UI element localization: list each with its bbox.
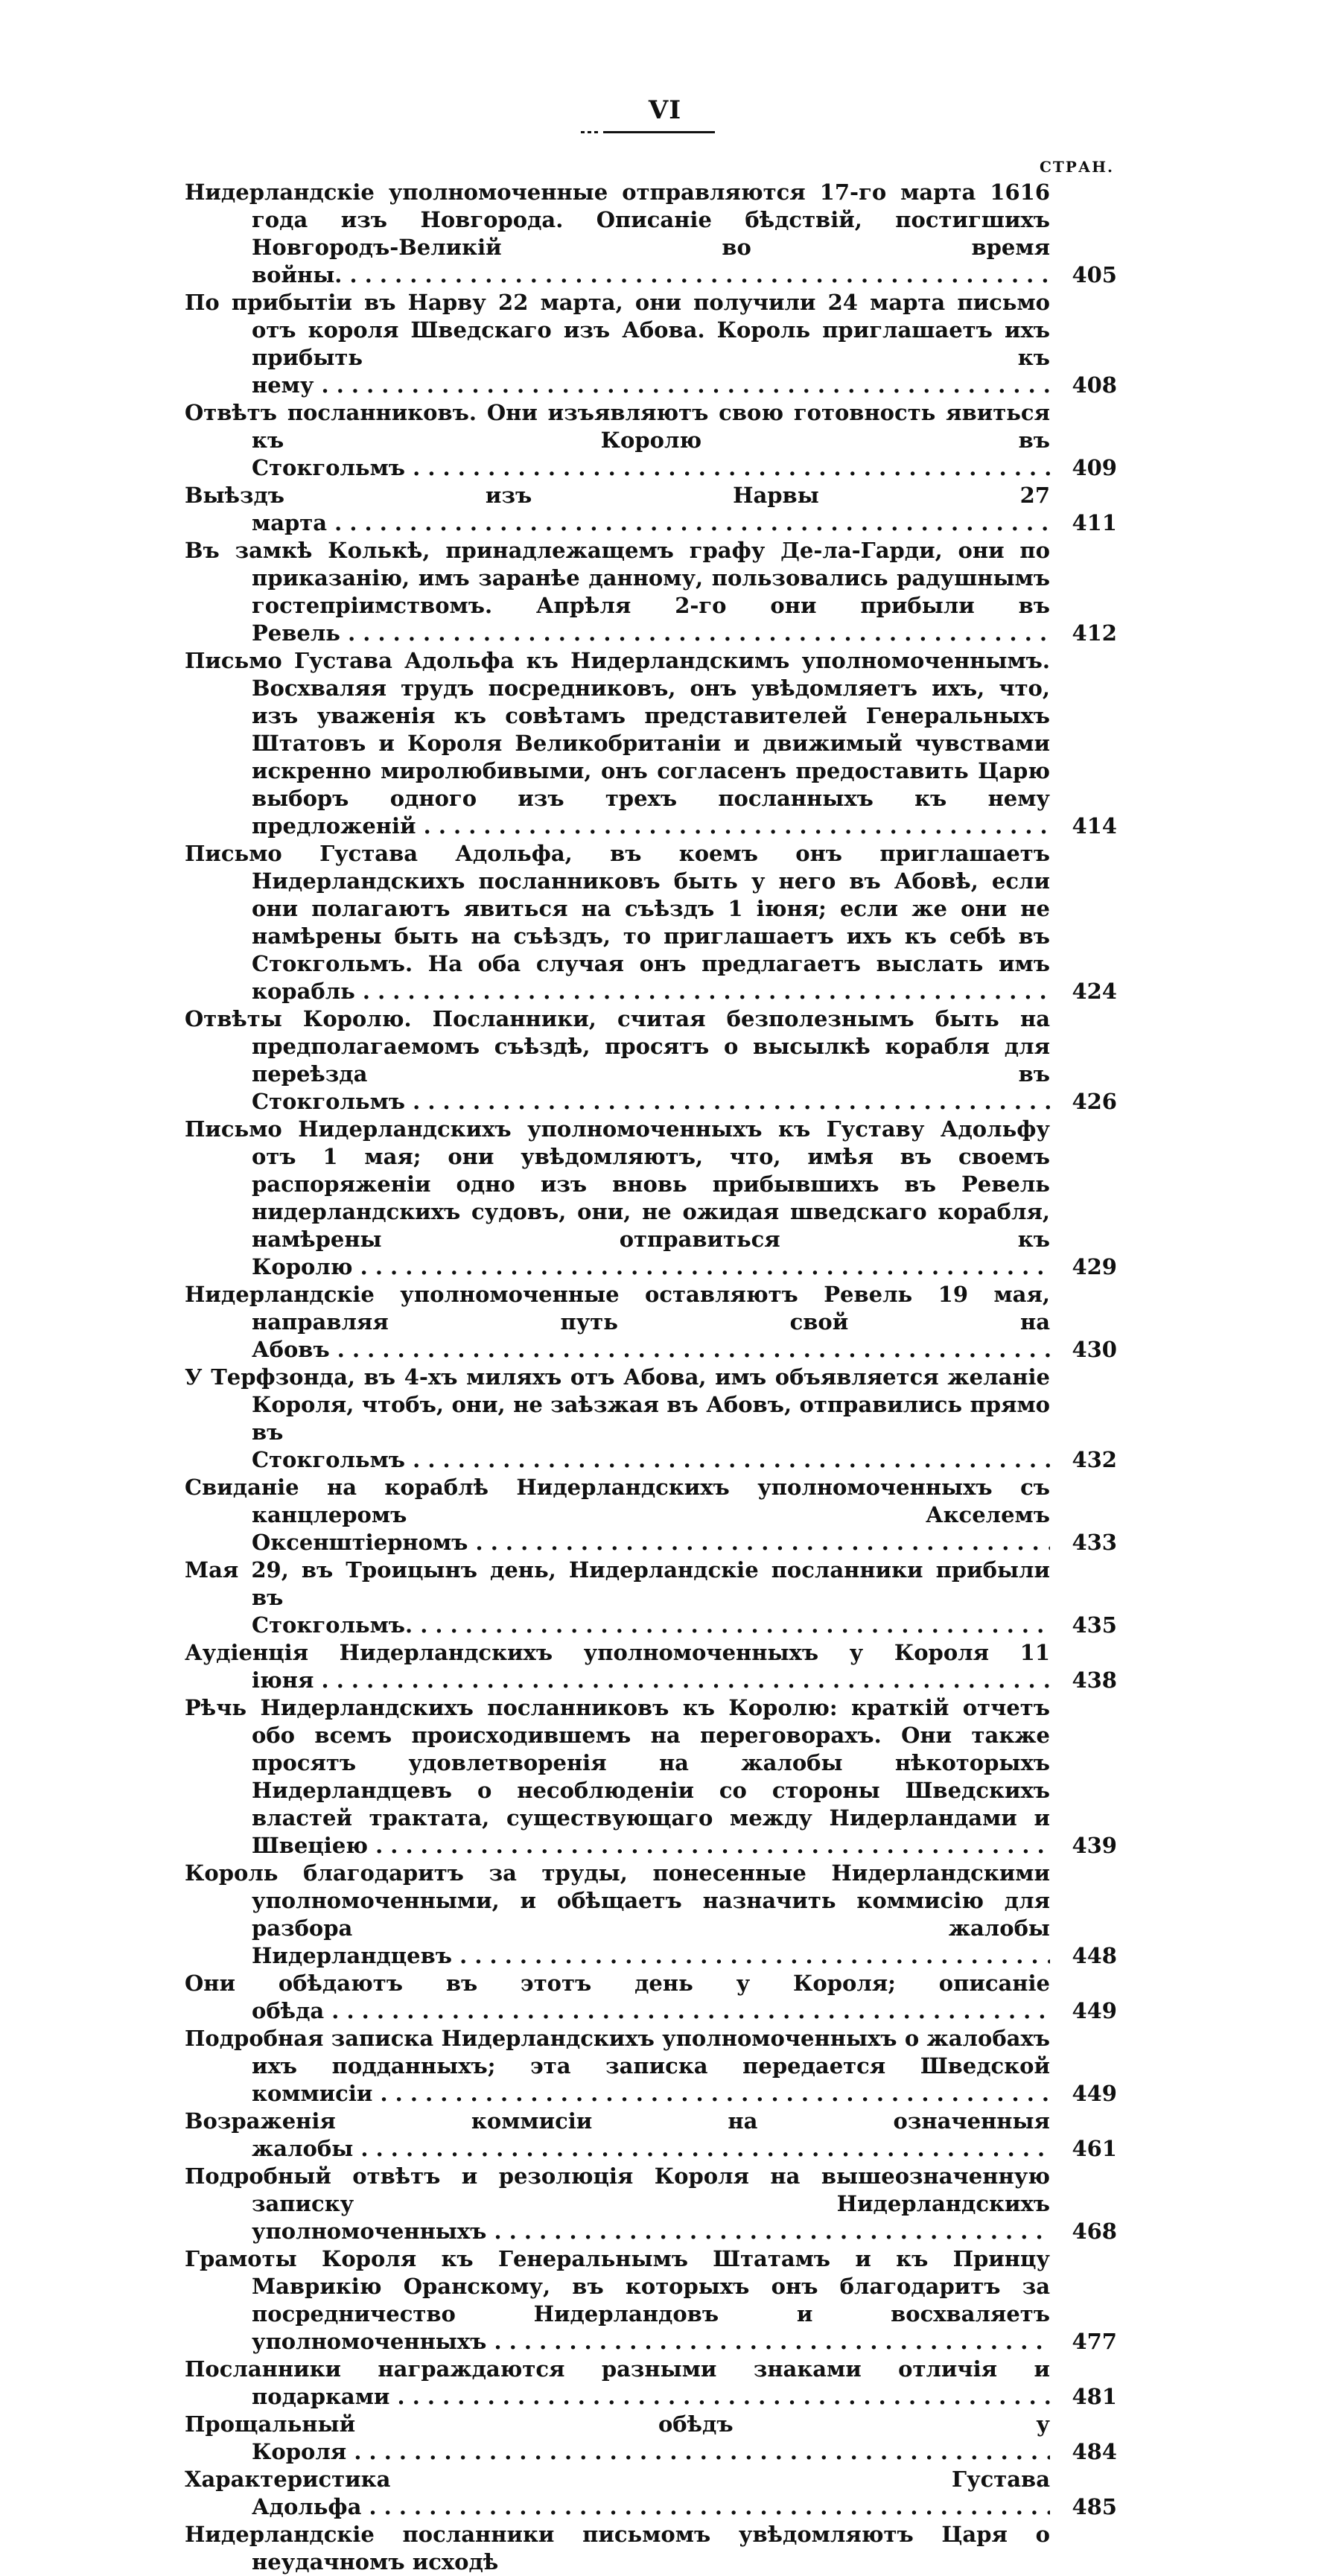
toc-entry-text: Письмо Густава Адольфа къ Нидерландскимъ уполномоченнымъ. Восхваляя трудъ посредниковъ, онъ увѣдомляетъ ихъ, что, изъ уваженія къ совѣтамъ представителей Генеральныхъ Штатовъ и Короля Великобританіи и движимый чувствами искренно миролюбивыми, онъ согласенъ предоставить Царю выборъ одного изъ трехъ посланныхъ къ нему предложеній . . . <box>185 647 1050 840</box>
toc-entry-text: Выѣздъ изъ Нарвы 27 марта . . . <box>185 482 1050 537</box>
toc-entry-4 <box>185 482 1117 537</box>
toc-entry-page: 485 <box>1072 2494 1117 2519</box>
toc-entry-text: Посланники награждаются разными знаками отличія и подарками . . . <box>185 2356 1050 2411</box>
header-rule-dashes <box>581 131 600 133</box>
toc-entry-text: Мая 29, въ Троицынъ день, Нидерландскіе посланники прибыли въ Стокгольмъ. . . . <box>185 1556 1050 1639</box>
toc-entry-10 <box>185 1281 1117 1364</box>
toc-entry-13 <box>185 1556 1117 1639</box>
toc-entry-text: Въ замкѣ Колькѣ, принадлежащемъ графу Де-ла-Гарди, они по приказанію, имъ заранѣе данному, пользовались радушнымъ гостепріимствомъ. Апрѣля 2-го они прибыли въ Ревель . . . <box>185 537 1050 647</box>
toc-entry-text: Подробный отвѣтъ и резолюція Короля на вышеозначенную записку Нидерландскихъ уполномоченныхъ . . . <box>185 2163 1050 2245</box>
toc-entry-3 <box>185 399 1117 482</box>
toc-entry-page: 477 <box>1072 2329 1117 2354</box>
toc-entry-18 <box>185 2025 1117 2108</box>
toc-entry-22 <box>185 2356 1117 2411</box>
page-column-label: СТРАН. <box>1040 158 1114 176</box>
toc-entry-14 <box>185 1639 1117 1694</box>
header-rule <box>603 131 715 133</box>
toc-entry-page: 438 <box>1072 1667 1117 1693</box>
toc-entry-page: 481 <box>1072 2384 1117 2409</box>
toc-entry-25 <box>185 2521 1117 2576</box>
toc-entry-page: 432 <box>1072 1447 1117 1472</box>
toc-entry-12 <box>185 1474 1117 1556</box>
toc-entry-text: Рѣчь Нидерландскихъ посланниковъ къ Королю: краткій отчетъ обо всемъ происходившемъ на переговорахъ. Они также просятъ удовлетворенія на жалобы нѣкоторыхъ Нидерландцевъ о несоблюденіи со стороны Шведскихъ властей трактата, существующаго между Нидерландами и Швеціею . . . <box>185 1694 1050 1860</box>
toc-entry-page: 468 <box>1072 2219 1117 2244</box>
toc-entry-page: 435 <box>1072 1612 1117 1638</box>
toc-entry-page: 414 <box>1072 813 1117 839</box>
toc-entry-text: Прощальный обѣдъ у Короля . . . <box>185 2411 1050 2466</box>
toc-entry-text: Письмо Нидерландскихъ уполномоченныхъ къ Густаву Адольфу отъ 1 мая; они увѣдомляютъ, что, имѣя въ своемъ распоряженіи одно изъ вновь прибывшихъ въ Ревель нидерландскихъ судовъ, они, не ожидая шведскаго корабля, намѣрены отправиться къ Королю . . . <box>185 1116 1050 1281</box>
toc-entry-6 <box>185 647 1117 840</box>
toc-entry-2 <box>185 289 1117 399</box>
toc-entry-page: 411 <box>1072 510 1117 535</box>
toc-entry-text: Нидерландскіе уполномоченные оставляютъ Ревель 19 мая, направляя путь свой на Абовъ . . . <box>185 1281 1050 1364</box>
toc-entry-20 <box>185 2163 1117 2245</box>
toc-entry-1 <box>185 179 1117 289</box>
toc-entry-16 <box>185 1860 1117 1970</box>
toc-entry-page: 461 <box>1072 2136 1117 2161</box>
toc-entry-text: Письмо Густава Адольфа, въ коемъ онъ приглашаетъ Нидерландскихъ посланниковъ быть у него въ Абовѣ, если они полагаютъ явиться на съѣздъ 1 іюня; если же они не намѣрены быть на съѣздъ, то приглашаетъ ихъ къ себѣ въ Стокгольмъ. На оба случая онъ предлагаетъ выслать имъ корабль . . . <box>185 840 1050 1005</box>
toc-entry-text: По прибытіи въ Нарву 22 марта, они получили 24 марта письмо отъ короля Шведскаго изъ Абова. Король приглашаетъ ихъ прибыть къ нему . . . <box>185 289 1050 399</box>
toc-entry-21 <box>185 2245 1117 2356</box>
toc-entry-19 <box>185 2108 1117 2163</box>
toc-entry-text: Отвѣты Королю. Посланники, считая безполезнымъ быть на предполагаемомъ съѣздѣ, просятъ о высылкѣ корабля для переѣзда въ Стокгольмъ . . . <box>185 1005 1050 1116</box>
toc-entry-11 <box>185 1364 1117 1474</box>
toc-entry-text: Нидерландскіе уполномоченные отправляются 17-го марта 1616 года изъ Новгорода. Описаніе бѣдствій, постигшихъ Новгородъ-Великій во время войны. . . . <box>185 179 1050 289</box>
toc-entry-text: У Терфзонда, въ 4-хъ миляхъ отъ Абова, имъ объявляется желаніе Короля, чтобъ, они, не заѣзжая въ Абовъ, отправились прямо въ Стокгольмъ . . . <box>185 1364 1050 1474</box>
toc-entry-page: 408 <box>1072 372 1117 398</box>
toc-entry-page: 448 <box>1072 1943 1117 1968</box>
toc-entry-page: 449 <box>1072 2081 1117 2106</box>
toc-entry-text: Аудіенція Нидерландскихъ уполномоченныхъ у Короля 11 іюня . . . <box>185 1639 1050 1694</box>
toc-entry-text: Подробная записка Нидерландскихъ уполномоченныхъ о жалобахъ ихъ подданныхъ; эта записка передается Шведской коммисіи . . . <box>185 2025 1050 2108</box>
toc-entry-24 <box>185 2466 1117 2521</box>
toc-entry-7 <box>185 840 1117 1005</box>
table-of-contents <box>185 179 1117 2576</box>
toc-entry-text: Возраженія коммисіи на означенныя жалобы . . . <box>185 2108 1050 2163</box>
toc-entry-17 <box>185 1970 1117 2025</box>
toc-entry-page: 429 <box>1072 1254 1117 1279</box>
toc-entry-9 <box>185 1116 1117 1281</box>
toc-entry-page: 412 <box>1072 620 1117 646</box>
toc-entry-page: 405 <box>1072 262 1117 287</box>
toc-entry-page: 484 <box>1072 2439 1117 2464</box>
toc-entry-text: Свиданіе на кораблѣ Нидерландскихъ уполномоченныхъ съ канцлеромъ Акселемъ Оксенштіерномъ . . . <box>185 1474 1050 1556</box>
page-number: VI <box>648 95 682 125</box>
toc-entry-15 <box>185 1694 1117 1860</box>
toc-entry-text: Грамоты Короля къ Генеральнымъ Штатамъ и къ Принцу Маврикію Оранскому, въ которыхъ онъ благодаритъ за посредничество Нидерландовъ и восхваляетъ уполномоченныхъ . . . <box>185 2245 1050 2356</box>
toc-entry-5 <box>185 537 1117 647</box>
toc-entry-page: 424 <box>1072 979 1117 1004</box>
toc-entry-page: 439 <box>1072 1833 1117 1858</box>
toc-entry-text: Король благодаритъ за труды, понесенные Нидерландскими уполномоченными, и обѣщаетъ назначить коммисію для разбора жалобы Нидерландцевъ . . . <box>185 1860 1050 1970</box>
toc-entry-8 <box>185 1005 1117 1116</box>
toc-entry-text: Отвѣтъ посланниковъ. Они изъявляютъ свою готовность явиться къ Королю въ Стокгольмъ . . . <box>185 399 1050 482</box>
toc-entry-text: Нидерландскіе посланники письмомъ увѣдомляютъ Царя о неудачномъ исходѣ <box>185 2522 1050 2575</box>
toc-entry-page: 426 <box>1072 1089 1117 1114</box>
toc-entry-page: 449 <box>1072 1998 1117 2023</box>
toc-entry-text: Они обѣдаютъ въ этотъ день у Короля; описаніе обѣда . . . <box>185 1970 1050 2025</box>
toc-entry-page: 433 <box>1072 1530 1117 1555</box>
toc-entry-page: 409 <box>1072 455 1117 480</box>
toc-entry-page: 430 <box>1072 1337 1117 1362</box>
toc-entry-23 <box>185 2411 1117 2466</box>
toc-entry-text: Характеристика Густава Адольфа . . . <box>185 2466 1050 2521</box>
